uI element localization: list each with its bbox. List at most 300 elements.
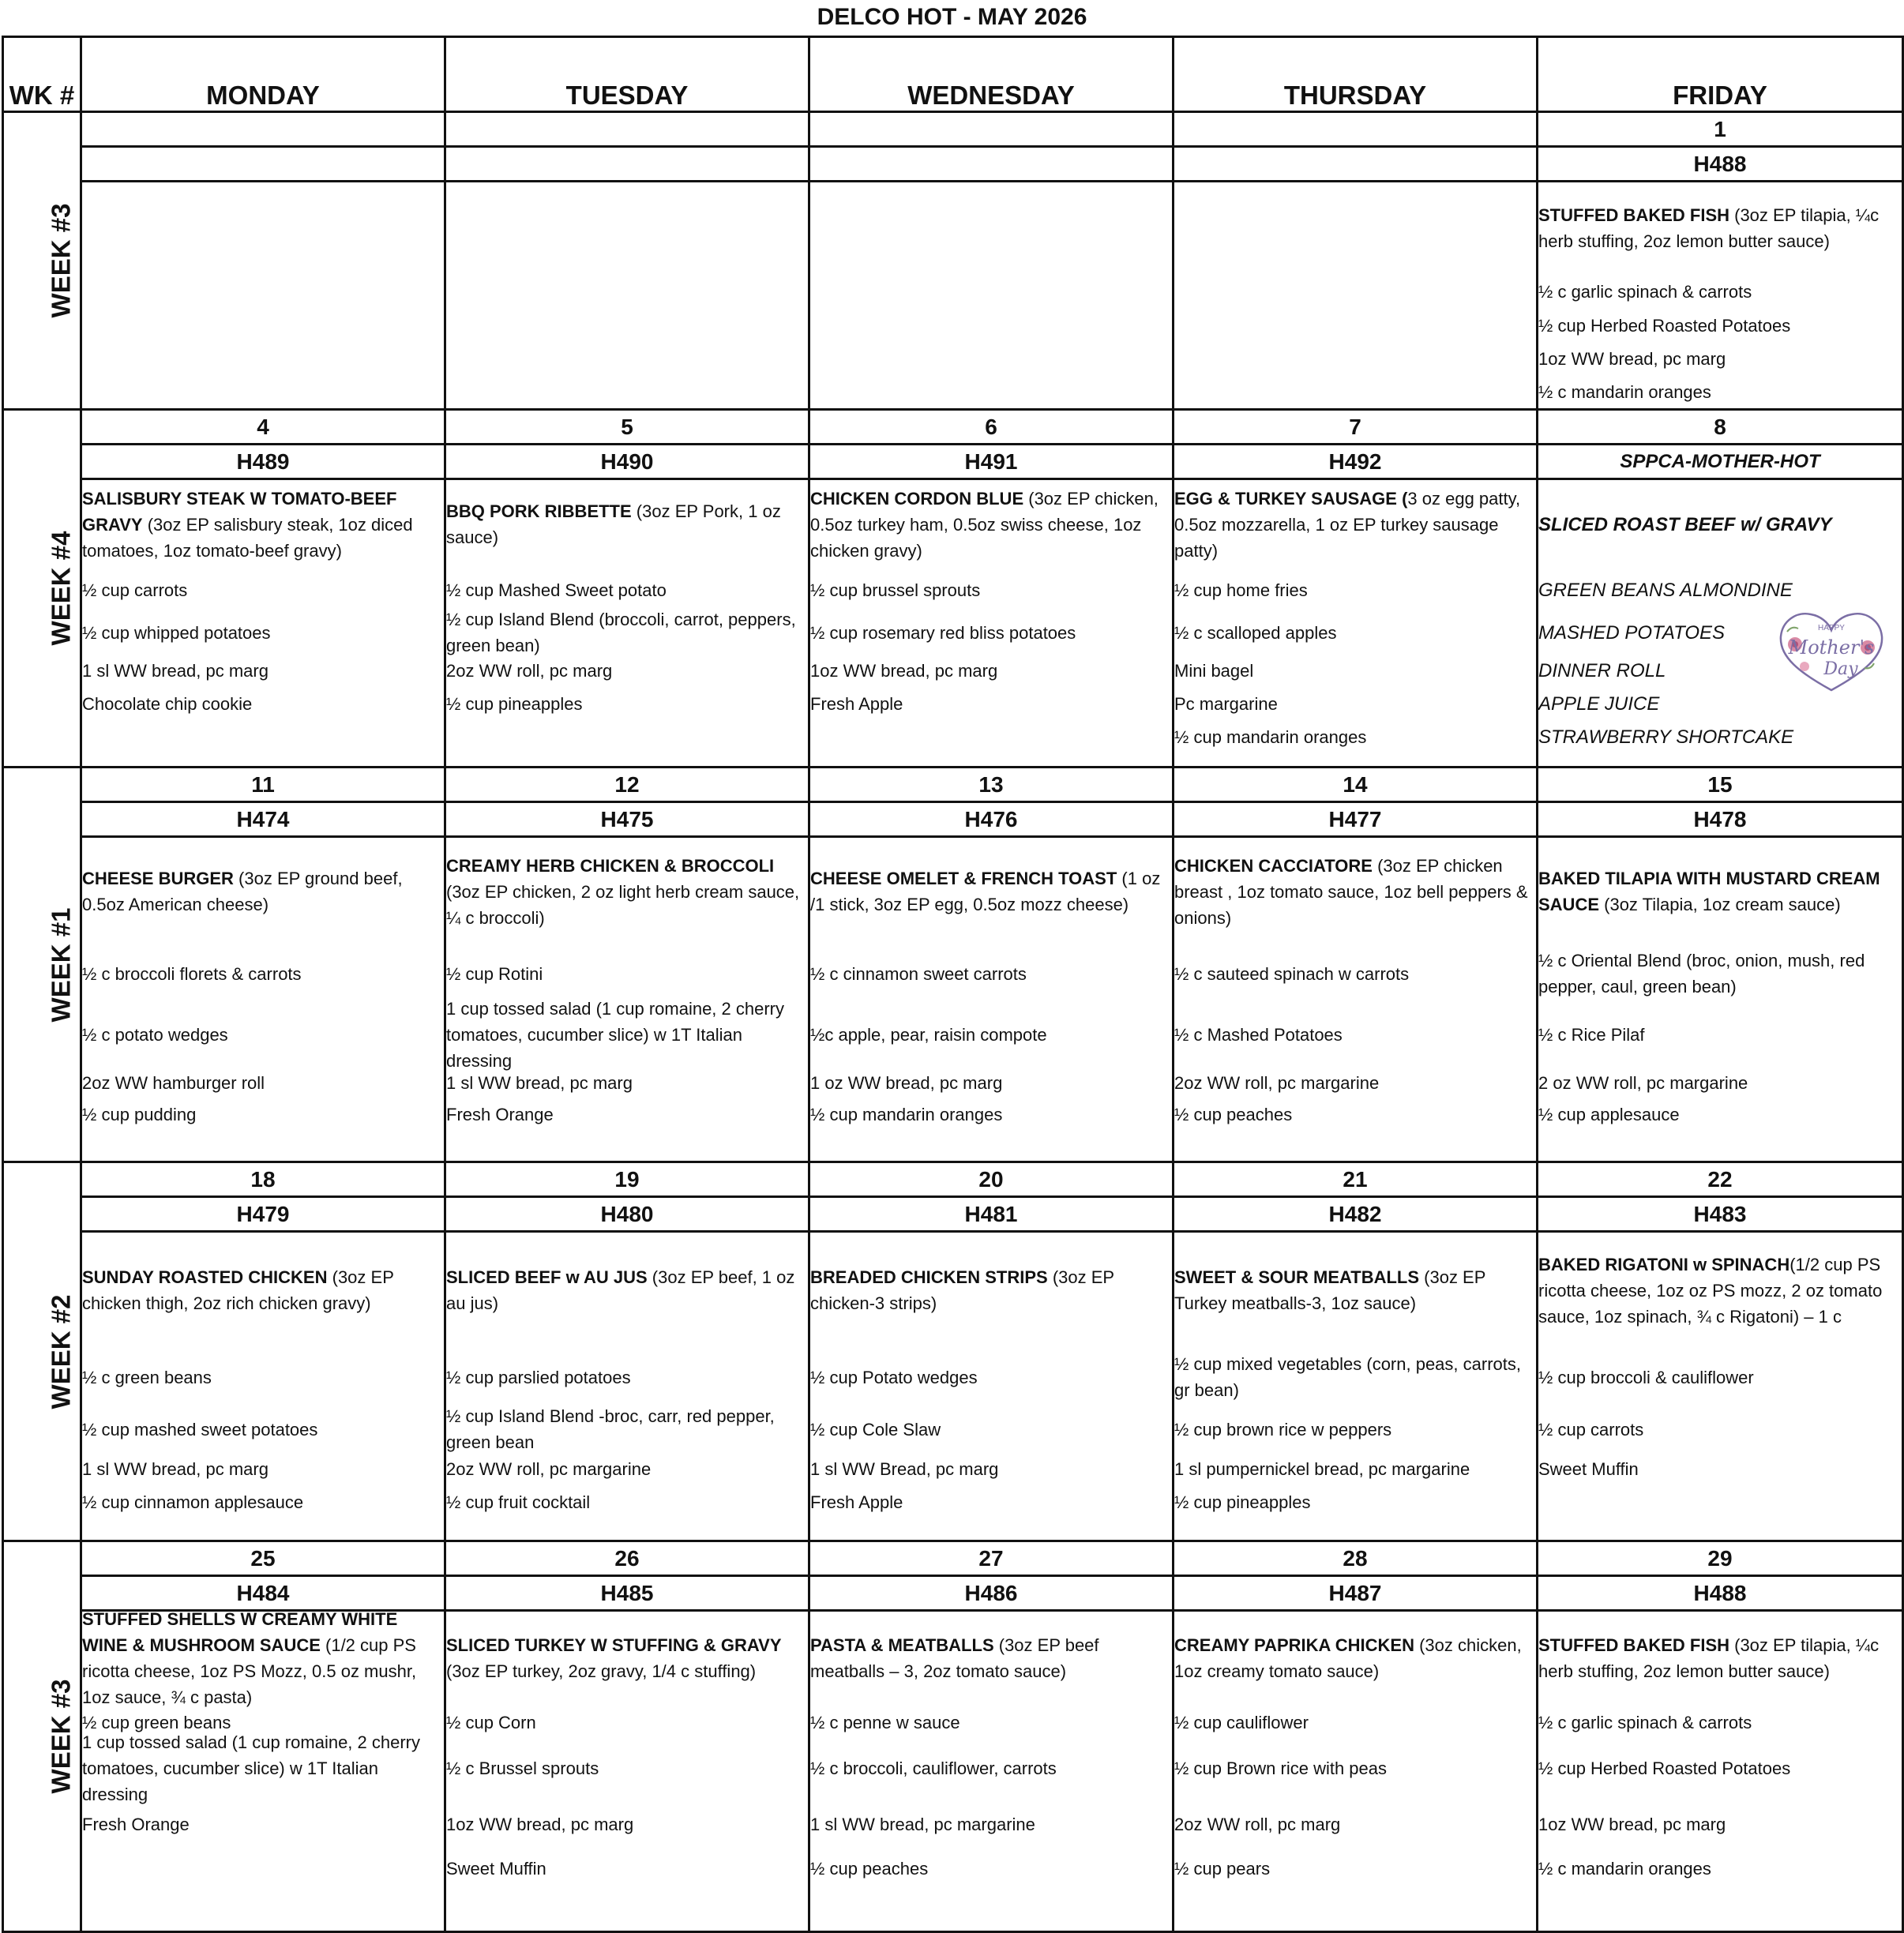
meal-cell-monday [81, 1611, 445, 1932]
side-item [82, 654, 444, 687]
side-item [1174, 654, 1536, 687]
main-entree-details: (3oz EP chicken, 0.5oz turkey ham, 0.5oz swiss cheese, 1oz chicken gravy) [810, 488, 1159, 561]
side-item-text: ½ cup pineapples [1174, 1492, 1311, 1512]
week-label-cell [3, 112, 81, 410]
side-item-text: ½ cup Herbed Roasted Potatoes [1538, 1758, 1791, 1778]
main-entree-text [1538, 512, 1832, 538]
main-entree-text [810, 486, 1172, 564]
main-entree-text [1174, 486, 1536, 564]
side-item-text: 2oz WW roll, pc margarine [1174, 1072, 1380, 1093]
week-label: WEEK #3 [46, 1679, 76, 1794]
side-item [1538, 1067, 1902, 1098]
side-item [810, 1406, 1172, 1452]
date-number-thursday [1174, 112, 1538, 147]
side-item-text: ½ cup green beans [82, 1712, 231, 1732]
date-number-monday: 11 [81, 768, 445, 802]
side-item [1174, 1406, 1536, 1452]
side-item-text: 1 oz WW bread, pc marg [810, 1072, 1003, 1093]
side-item-text: ½ c mandarin oranges [1538, 1858, 1711, 1879]
main-entree-name: PASTA & MEATBALLS [810, 1635, 994, 1655]
main-entree [446, 838, 808, 945]
week-label-cell [3, 768, 81, 1162]
main-entree-text [1174, 853, 1536, 931]
side-item-text: Fresh Orange [82, 1814, 190, 1834]
side-item [810, 1485, 1172, 1518]
side-item-text: ½ cup cinnamon applesauce [82, 1492, 304, 1512]
side-item-text: 2 oz WW roll, pc margarine [1538, 1072, 1748, 1093]
side-item-text: Chocolate chip cookie [82, 693, 253, 714]
side-item-text: ½ cup carrots [82, 580, 188, 600]
menu-code-row [3, 445, 1903, 479]
side-item-text: ½ c garlic spinach & carrots [1538, 1712, 1752, 1732]
side-item-text: 1oz WW bread, pc marg [1538, 1814, 1726, 1834]
side-item [1538, 1705, 1902, 1740]
side-item [1174, 1348, 1536, 1406]
main-entree-text [82, 486, 444, 564]
main-entree-details: (3oz EP Turkey meatballs-3, 1oz sauce) [1174, 1267, 1486, 1313]
side-item [82, 687, 444, 720]
side-item-text: Sweet Muffin [446, 1858, 546, 1879]
side-item-text: ½ c Oriental Blend (broc, onion, mush, red pepper, caul, green bean) [1538, 951, 1865, 997]
side-item-text: 1 sl WW Bread, pc marg [810, 1458, 999, 1479]
menu-code-monday: H484 [81, 1576, 445, 1611]
side-item [82, 1732, 444, 1804]
main-entree-details: (1/2 cup PS ricotta cheese, 1oz oz PS mozz, 2 oz tomato sauce, 1oz spinach, ¾ c Rigatoni) – 1 c [1538, 1254, 1883, 1327]
side-item [446, 945, 808, 1002]
side-item-text: ½ c broccoli, cauliflower, carrots [810, 1758, 1057, 1778]
side-item [82, 611, 444, 654]
side-item-text: Pc margarine [1174, 693, 1278, 714]
main-entree-text [810, 1632, 1172, 1684]
date-number-wednesday: 20 [809, 1162, 1174, 1197]
date-number-thursday: 21 [1174, 1162, 1538, 1197]
side-item [810, 1852, 1172, 1885]
side-item [1538, 1452, 1902, 1485]
badge-happy-text: HAPPY [1818, 624, 1845, 632]
date-number-monday: 4 [81, 410, 445, 445]
menu-code-friday: SPPCA-MOTHER-HOT [1538, 445, 1903, 479]
main-entree-name: CHICKEN CACCIATORE [1174, 855, 1373, 876]
main-entree [82, 1233, 444, 1348]
side-item-text: ½ cup applesauce [1538, 1104, 1680, 1124]
badge-day-text: Day [1823, 659, 1858, 679]
main-entree-details: (3oz EP chicken breast , 1oz tomato sauce, 1oz bell peppers & onions) [1174, 855, 1528, 928]
meal-cell-tuesday [445, 1232, 809, 1541]
main-entree-text [1538, 1252, 1902, 1330]
menu-code-row [3, 147, 1903, 182]
main-entree [1174, 838, 1536, 945]
side-item [1174, 569, 1536, 611]
week-label: WEEK #3 [46, 203, 76, 318]
side-item-text: ½ cup pears [1174, 1858, 1271, 1879]
meal-cell-tuesday [445, 479, 809, 768]
menu-code-thursday: H492 [1174, 445, 1538, 479]
side-item-text: MASHED POTATOES [1538, 621, 1726, 644]
main-entree-details: (3oz EP ground beef, 0.5oz American cheese) [82, 869, 403, 914]
side-item [446, 1406, 808, 1452]
week-label-cell [3, 410, 81, 768]
side-item-text: ½ c penne w sauce [810, 1712, 960, 1732]
date-number-friday: 8 [1538, 410, 1903, 445]
side-item [446, 569, 808, 611]
side-item-text: 1 sl WW bread, pc marg [82, 660, 269, 681]
side-item-text: ½ cup whipped potatoes [82, 622, 271, 643]
menu-code-monday [81, 147, 445, 182]
side-item-text: ½ c sauteed spinach w carrots [1174, 963, 1410, 984]
date-number-monday: 18 [81, 1162, 445, 1197]
side-item-text: ½ cup Herbed Roasted Potatoes [1538, 315, 1791, 336]
date-number-friday: 1 [1538, 112, 1903, 147]
side-item [810, 1348, 1172, 1406]
side-item [446, 1348, 808, 1406]
date-number-tuesday: 5 [445, 410, 809, 445]
menu-code-monday: H489 [81, 445, 445, 479]
side-item [1538, 720, 1902, 753]
meal-cell-friday [1538, 1232, 1903, 1541]
main-entree [1174, 1612, 1536, 1705]
week-label-cell [3, 1162, 81, 1541]
side-item [1538, 1348, 1902, 1406]
side-item [1174, 1067, 1536, 1098]
side-item [446, 1452, 808, 1485]
side-item [1538, 1796, 1902, 1852]
main-entree-name: BAKED RIGATONI w SPINACH [1538, 1254, 1790, 1274]
side-item [1538, 1740, 1902, 1796]
main-entree [1174, 1233, 1536, 1348]
side-item-text: ½ cup brussel sprouts [810, 580, 981, 600]
main-entree [446, 1612, 808, 1705]
week-label: WEEK #4 [46, 531, 76, 646]
side-item [810, 1740, 1172, 1796]
side-item [1538, 375, 1902, 408]
side-item [1538, 945, 1902, 1002]
header-thursday: THURSDAY [1174, 37, 1538, 112]
week-label: WEEK #2 [46, 1294, 76, 1409]
main-entree-name: EGG & TURKEY SAUSAGE ( [1174, 488, 1408, 509]
menu-code-tuesday: H475 [445, 802, 809, 837]
main-entree [1538, 1233, 1902, 1348]
main-entree [446, 480, 808, 569]
meal-cell-wednesday [809, 182, 1174, 410]
side-item-text: ½ cup Rotini [446, 963, 543, 984]
side-item [810, 611, 1172, 654]
side-item [446, 1740, 808, 1796]
side-item [82, 1067, 444, 1098]
menu-code-row [3, 1576, 1903, 1611]
main-entree-name: BBQ PORK RIBBETTE [446, 501, 632, 521]
side-item-text: ½ cup Mashed Sweet potato [446, 580, 667, 600]
main-entree-details: (3oz EP tilapia, ¼c herb stuffing, 2oz lemon butter sauce) [1538, 1635, 1880, 1681]
header-friday: FRIDAY [1538, 37, 1903, 112]
date-number-tuesday [445, 112, 809, 147]
side-item-text: 1 sl WW bread, pc marg [82, 1458, 269, 1479]
side-item-text: ½ cup Brown rice with peas [1174, 1758, 1388, 1778]
header-wednesday: WEDNESDAY [809, 37, 1174, 112]
side-item [82, 1485, 444, 1518]
meal-cell-thursday [1174, 1611, 1538, 1932]
side-item [1538, 1406, 1902, 1452]
side-item [1174, 1002, 1536, 1067]
main-entree-name: SLICED ROAST BEEF w/ GRAVY [1538, 513, 1832, 535]
side-item-text: ½ cup Island Blend (broccoli, carrot, peppers, green bean) [446, 610, 796, 655]
main-entree-name: CHICKEN CORDON BLUE [810, 488, 1024, 509]
side-item-text: 1 sl pumpernickel bread, pc margarine [1174, 1458, 1470, 1479]
main-entree [82, 1609, 444, 1707]
main-entree [1538, 838, 1902, 945]
date-number-wednesday: 13 [809, 768, 1174, 802]
side-item-text: 1 sl WW bread, pc margarine [810, 1814, 1035, 1834]
side-item-text: GREEN BEANS ALMONDINE [1538, 579, 1793, 601]
side-item [1538, 569, 1902, 611]
date-number-tuesday: 19 [445, 1162, 809, 1197]
side-item-text: ½ cup home fries [1174, 580, 1308, 600]
badge-mothers-text: Mother's [1788, 636, 1875, 659]
side-item-text: ½c apple, pear, raisin compote [810, 1024, 1047, 1045]
meal-cell-thursday [1174, 182, 1538, 410]
main-entree-text [82, 1264, 444, 1316]
side-item-text: APPLE JUICE [1538, 693, 1660, 715]
meal-cell-monday [81, 479, 445, 768]
side-item [82, 1406, 444, 1452]
side-item [1538, 342, 1902, 375]
side-item-text: ½ cup peaches [810, 1858, 929, 1879]
side-item-text: 1oz WW bread, pc marg [1538, 348, 1726, 369]
side-item-text: ½ c Brussel sprouts [446, 1758, 599, 1778]
side-item-text: 1 cup tossed salad (1 cup romaine, 2 cherry tomatoes, cucumber slice) w 1T Italian dressing [446, 998, 785, 1071]
side-item-text: ½ cup parslied potatoes [446, 1367, 631, 1387]
main-entree [446, 1233, 808, 1348]
meal-row [3, 182, 1903, 410]
side-item [82, 1002, 444, 1067]
meal-cell-tuesday [445, 182, 809, 410]
side-item-text: ½ c mandarin oranges [1538, 381, 1711, 402]
main-entree-text [446, 1264, 808, 1316]
menu-code-wednesday: H486 [809, 1576, 1174, 1611]
side-item-text: ½ c Rice Pilaf [1538, 1024, 1645, 1045]
side-item-text: ½ cup mashed sweet potatoes [82, 1419, 318, 1439]
main-entree-text [446, 498, 808, 550]
main-entree-name: SWEET & SOUR MEATBALLS [1174, 1267, 1420, 1287]
date-number-wednesday: 27 [809, 1541, 1174, 1576]
side-item-text: ½ cup Cole Slaw [810, 1419, 941, 1439]
side-item [1174, 1796, 1536, 1852]
side-item-text: ½ c green beans [82, 1367, 212, 1387]
meal-cell-wednesday [809, 1232, 1174, 1541]
menu-code-row [3, 1197, 1903, 1232]
side-item [1538, 309, 1902, 342]
side-item [82, 1098, 444, 1130]
menu-code-wednesday: H481 [809, 1197, 1174, 1232]
main-entree-name: BAKED TILAPIA WITH MUSTARD CREAM SAUCE [1538, 869, 1880, 914]
meal-cell-friday [1538, 1611, 1903, 1932]
main-entree-details: 3 oz egg patty, 0.5oz mozzarella, 1 oz EP turkey sausage patty) [1174, 488, 1521, 561]
meal-cell-wednesday [809, 479, 1174, 768]
side-item [810, 569, 1172, 611]
menu-code-monday: H474 [81, 802, 445, 837]
side-item-text: ½ cup carrots [1538, 1419, 1644, 1439]
side-item [446, 1705, 808, 1740]
main-entree-details: (3oz Tilapia, 1oz cream sauce) [1599, 895, 1841, 914]
side-item [446, 1485, 808, 1518]
menu-code-tuesday: H485 [445, 1576, 809, 1611]
side-item-text: 2oz WW roll, pc marg [1174, 1814, 1341, 1834]
date-row [3, 410, 1903, 445]
menu-code-tuesday: H480 [445, 1197, 809, 1232]
side-item-text: ½ cup rosemary red bliss potatoes [810, 622, 1076, 643]
menu-code-thursday: H487 [1174, 1576, 1538, 1611]
side-item-text: ½ cup peaches [1174, 1104, 1293, 1124]
meal-cell-tuesday [445, 1611, 809, 1932]
header-tuesday: TUESDAY [445, 37, 809, 112]
menu-code-wednesday [809, 147, 1174, 182]
main-entree-name: SLICED BEEF w AU JUS [446, 1267, 648, 1287]
side-item [82, 945, 444, 1002]
side-item-text: STRAWBERRY SHORTCAKE [1538, 726, 1794, 748]
side-item-text: ½ cup cauliflower [1174, 1712, 1309, 1732]
side-item-text: ½ c Mashed Potatoes [1174, 1024, 1343, 1045]
side-item-text: 2oz WW roll, pc marg [446, 660, 613, 681]
side-item [810, 654, 1172, 687]
menu-code-monday: H479 [81, 1197, 445, 1232]
side-item-text: ½ cup brown rice w peppers [1174, 1419, 1392, 1439]
main-entree [82, 480, 444, 569]
side-item [810, 1098, 1172, 1130]
meal-cell-wednesday [809, 837, 1174, 1162]
main-entree-name: CREAMY PAPRIKA CHICKEN [1174, 1635, 1414, 1655]
main-entree-name: STUFFED BAKED FISH [1538, 1635, 1729, 1655]
main-entree-name: STUFFED BAKED FISH [1538, 205, 1729, 225]
side-item [810, 1796, 1172, 1852]
main-entree [810, 838, 1172, 945]
date-number-thursday: 28 [1174, 1541, 1538, 1576]
side-item [1174, 1740, 1536, 1796]
main-entree-details: (1/2 cup PS ricotta cheese, 1oz PS Mozz, 0.5 oz mushr, 1oz sauce, ¾ c pasta) [82, 1635, 417, 1707]
main-entree-details: (3oz EP chicken thigh, 2oz rich chicken gravy) [82, 1267, 394, 1313]
date-row [3, 112, 1903, 147]
side-item [810, 1067, 1172, 1098]
side-item-text: 1 cup tossed salad (1 cup romaine, 2 cherry tomatoes, cucumber slice) w 1T Italian dressing [82, 1732, 421, 1804]
side-item-text: ½ cup Corn [446, 1712, 536, 1732]
mothers-day-badge [1776, 608, 1887, 693]
side-item-text: ½ c scalloped apples [1174, 622, 1337, 643]
menu-code-friday: H478 [1538, 802, 1903, 837]
meal-cell-monday [81, 182, 445, 410]
date-number-friday: 15 [1538, 768, 1903, 802]
side-item-text: 2oz WW hamburger roll [82, 1072, 265, 1093]
side-item [1174, 687, 1536, 720]
side-item [82, 569, 444, 611]
side-item-text: Fresh Apple [810, 1492, 903, 1512]
date-row [3, 1541, 1903, 1576]
side-item-text: 1 sl WW bread, pc marg [446, 1072, 633, 1093]
side-item [1174, 720, 1536, 753]
main-entree-text [1174, 1264, 1536, 1316]
side-item [1174, 611, 1536, 654]
side-item-text: ½ c cinnamon sweet carrots [810, 963, 1027, 984]
meal-row [3, 1611, 1903, 1932]
side-item [1538, 1002, 1902, 1067]
meal-row [3, 1232, 1903, 1541]
menu-code-wednesday: H476 [809, 802, 1174, 837]
main-entree-text [82, 865, 444, 918]
meal-cell-friday [1538, 837, 1903, 1162]
date-number-thursday: 7 [1174, 410, 1538, 445]
side-item-text: Fresh Apple [810, 693, 903, 714]
main-entree [82, 838, 444, 945]
side-item-text: ½ cup Island Blend -broc, carr, red pepper, green bean [446, 1406, 775, 1452]
side-item-text: ½ cup Potato wedges [810, 1367, 978, 1387]
menu-code-thursday: H482 [1174, 1197, 1538, 1232]
side-item [810, 1452, 1172, 1485]
date-number-wednesday: 6 [809, 410, 1174, 445]
meal-cell-monday [81, 837, 445, 1162]
side-item [1174, 1705, 1536, 1740]
side-item-text: Sweet Muffin [1538, 1458, 1639, 1479]
main-entree [810, 480, 1172, 569]
side-item [82, 1852, 444, 1885]
main-entree-details: (3oz EP turkey, 2oz gravy, 1/4 c stuffing) [446, 1661, 757, 1681]
side-item-text: ½ cup pineapples [446, 693, 583, 714]
side-item-text: ½ c garlic spinach & carrots [1538, 281, 1752, 302]
main-entree-text [810, 1264, 1172, 1316]
meal-cell-thursday [1174, 479, 1538, 768]
menu-code-friday: H488 [1538, 1576, 1903, 1611]
side-item-text: ½ cup mandarin oranges [1174, 726, 1367, 747]
main-entree-text [446, 853, 808, 931]
main-entree [1538, 1612, 1902, 1705]
side-item [1174, 1485, 1536, 1518]
main-entree-name: CHEESE BURGER [82, 869, 234, 888]
main-entree-text [1538, 202, 1902, 254]
side-item [1174, 1852, 1536, 1885]
side-item [810, 945, 1172, 1002]
main-entree-name: SUNDAY ROASTED CHICKEN [82, 1267, 328, 1287]
main-entree-details: (1 oz /1 stick, 3oz EP egg, 0.5oz mozz cheese) [810, 869, 1161, 914]
meal-row [3, 479, 1903, 768]
side-item-text: Fresh Orange [446, 1104, 554, 1124]
main-entree [1538, 480, 1902, 569]
menu-code-thursday: H477 [1174, 802, 1538, 837]
side-item [446, 611, 808, 654]
header-row [3, 37, 1903, 112]
main-entree [810, 1612, 1172, 1705]
side-item [446, 1098, 808, 1130]
side-item-text: 1oz WW bread, pc marg [446, 1814, 634, 1834]
date-number-thursday: 14 [1174, 768, 1538, 802]
side-item [446, 1852, 808, 1885]
header-monday: MONDAY [81, 37, 445, 112]
menu-code-friday: H488 [1538, 147, 1903, 182]
week-label-cell [3, 1541, 81, 1932]
side-item [1538, 1485, 1902, 1518]
side-item [810, 687, 1172, 720]
side-item [1538, 1852, 1902, 1885]
main-entree-name: STUFFED SHELLS W CREAMY WHITE WINE & MUSHROOM SAUCE [82, 1609, 398, 1655]
meal-cell-thursday [1174, 837, 1538, 1162]
main-entree-details: (3oz EP beef, 1 oz au jus) [446, 1267, 795, 1313]
menu-code-friday: H483 [1538, 1197, 1903, 1232]
menu-code-tuesday [445, 147, 809, 182]
main-entree-details: (3oz EP salisbury steak, 1oz diced tomatoes, 1oz tomato-beef gravy) [82, 514, 413, 561]
main-entree-text [82, 1606, 444, 1710]
side-item [82, 1452, 444, 1485]
main-entree-text [446, 1632, 808, 1684]
meal-cell-monday [81, 1232, 445, 1541]
side-item [1538, 274, 1902, 309]
side-item-text: Mini bagel [1174, 660, 1254, 681]
side-item-text: 2oz WW roll, pc margarine [446, 1458, 652, 1479]
date-row [3, 768, 1903, 802]
